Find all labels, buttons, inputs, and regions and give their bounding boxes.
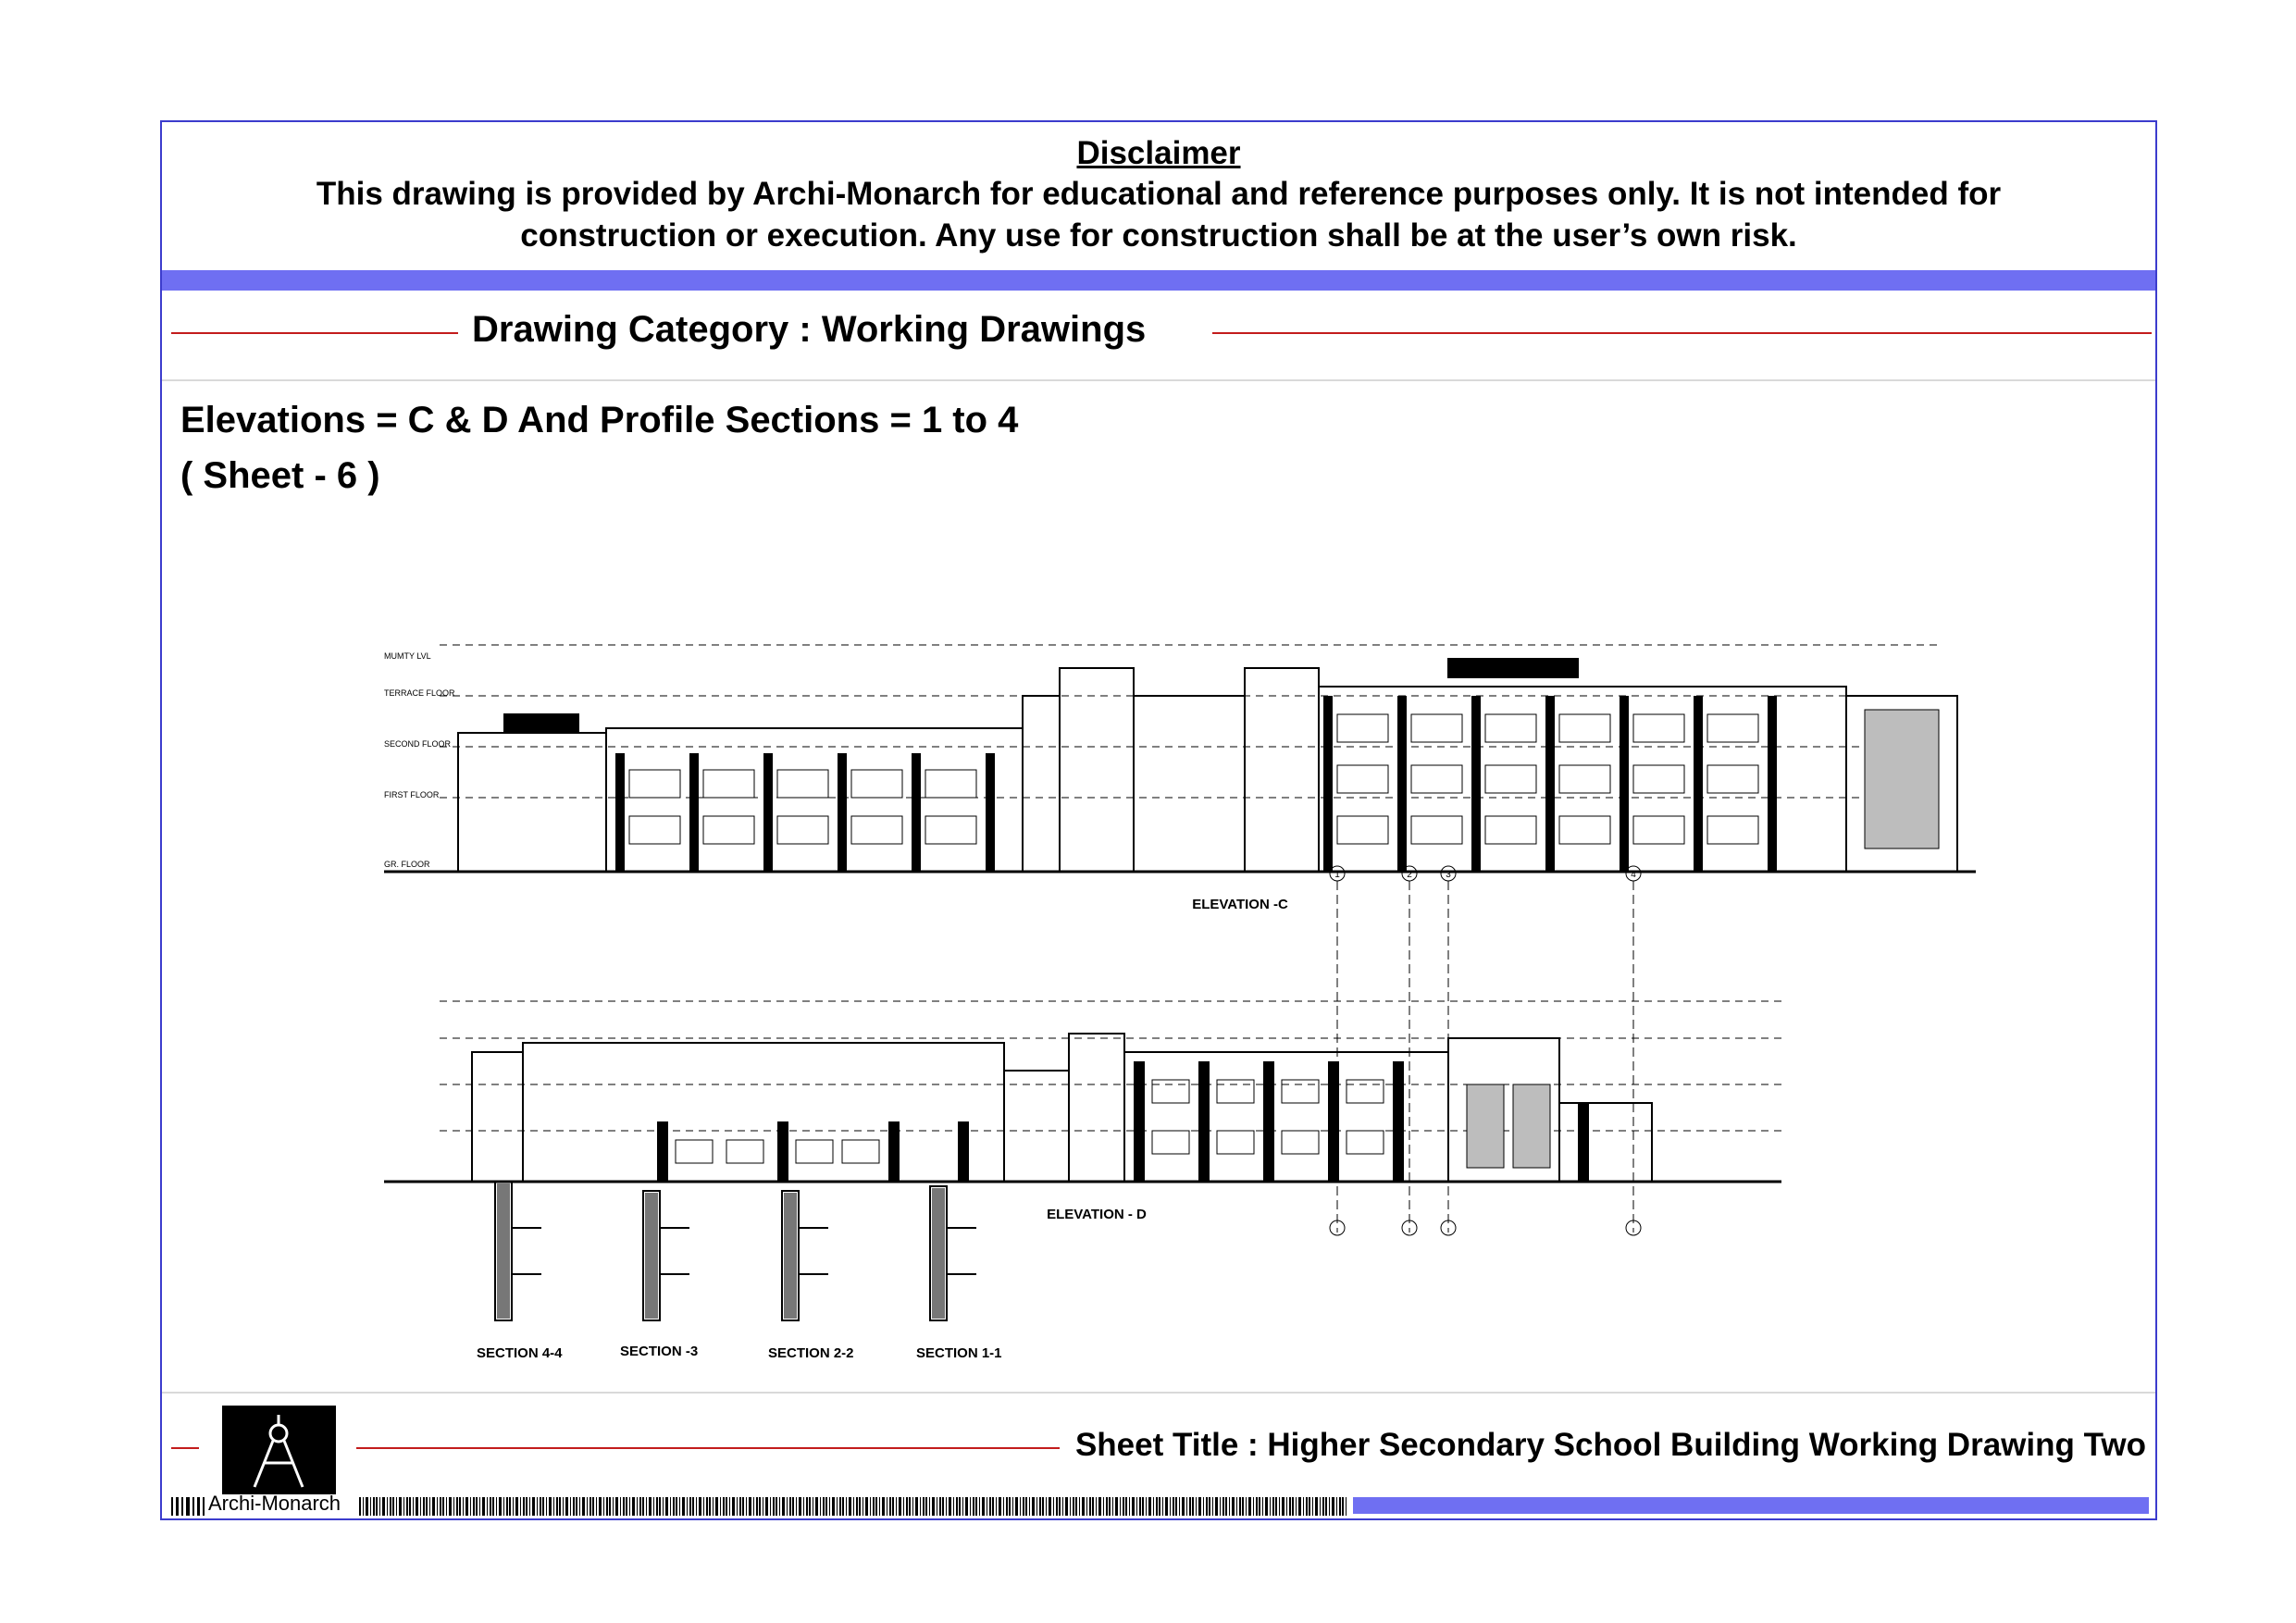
grid-markers xyxy=(1330,866,1641,1235)
level-label: SECOND FLOOR xyxy=(384,739,452,749)
barcode-strip xyxy=(359,1497,1347,1516)
disclaimer-panel xyxy=(162,122,2155,270)
header-band xyxy=(162,270,2155,291)
disclaimer-title: Disclaimer xyxy=(1076,135,1241,171)
elevation-c-label: ELEVATION -C xyxy=(1192,897,1288,912)
footer-rule-mid xyxy=(356,1447,1060,1449)
sheet-frame xyxy=(160,120,2157,1520)
grid-marker-1: 1 xyxy=(1334,870,1340,880)
section-2-2-label: SECTION 2-2 xyxy=(768,1345,854,1361)
disclaimer-line-1: This drawing is provided by Archi-Monarch for educational and reference purposes only. It is not intended for xyxy=(316,176,2002,212)
archi-monarch-logo xyxy=(222,1406,336,1494)
level-label: TERRACE FLOOR xyxy=(384,688,455,698)
elevation-d-label: ELEVATION - D xyxy=(1047,1207,1147,1222)
sheet-number: ( Sheet - 6 ) xyxy=(180,455,380,496)
category-row xyxy=(162,291,2155,381)
drawing-category: Drawing Category : Working Drawings xyxy=(472,309,1147,350)
section-3-label: SECTION -3 xyxy=(620,1344,699,1359)
footer-band xyxy=(1353,1497,2149,1514)
profile-sections-drawing xyxy=(440,1172,1272,1376)
section-1-1-label: SECTION 1-1 xyxy=(916,1345,1002,1361)
level-label: GR. FLOOR xyxy=(384,860,430,869)
level-label: FIRST FLOOR xyxy=(384,790,440,799)
category-rule-right xyxy=(1212,332,2152,334)
barcode-left xyxy=(171,1497,208,1516)
elevation-c-windows xyxy=(615,696,1777,872)
grid-marker-3: 3 xyxy=(1446,870,1451,880)
drawing-title: Elevations = C & D And Profile Sections = 1 to 4 xyxy=(180,400,1019,440)
disclaimer-line-2: construction or execution. Any use for construction shall be at the user’s own risk. xyxy=(520,217,1797,254)
sheet-title: Sheet Title : Higher Secondary School Building Working Drawing Two xyxy=(1074,1427,2146,1463)
footer-rule-left xyxy=(171,1447,199,1449)
compass-icon xyxy=(222,1406,336,1494)
footer-separator xyxy=(162,1392,2155,1394)
section-4-4-label: SECTION 4-4 xyxy=(477,1345,563,1361)
brand-name: Archi-Monarch xyxy=(208,1492,341,1515)
disclaimer-text xyxy=(273,173,2044,256)
level-label: MUMTY LVL xyxy=(384,651,431,661)
category-rule-left xyxy=(171,332,458,334)
grid-marker-2: 2 xyxy=(1407,870,1412,880)
grid-marker-4: 4 xyxy=(1631,870,1636,880)
